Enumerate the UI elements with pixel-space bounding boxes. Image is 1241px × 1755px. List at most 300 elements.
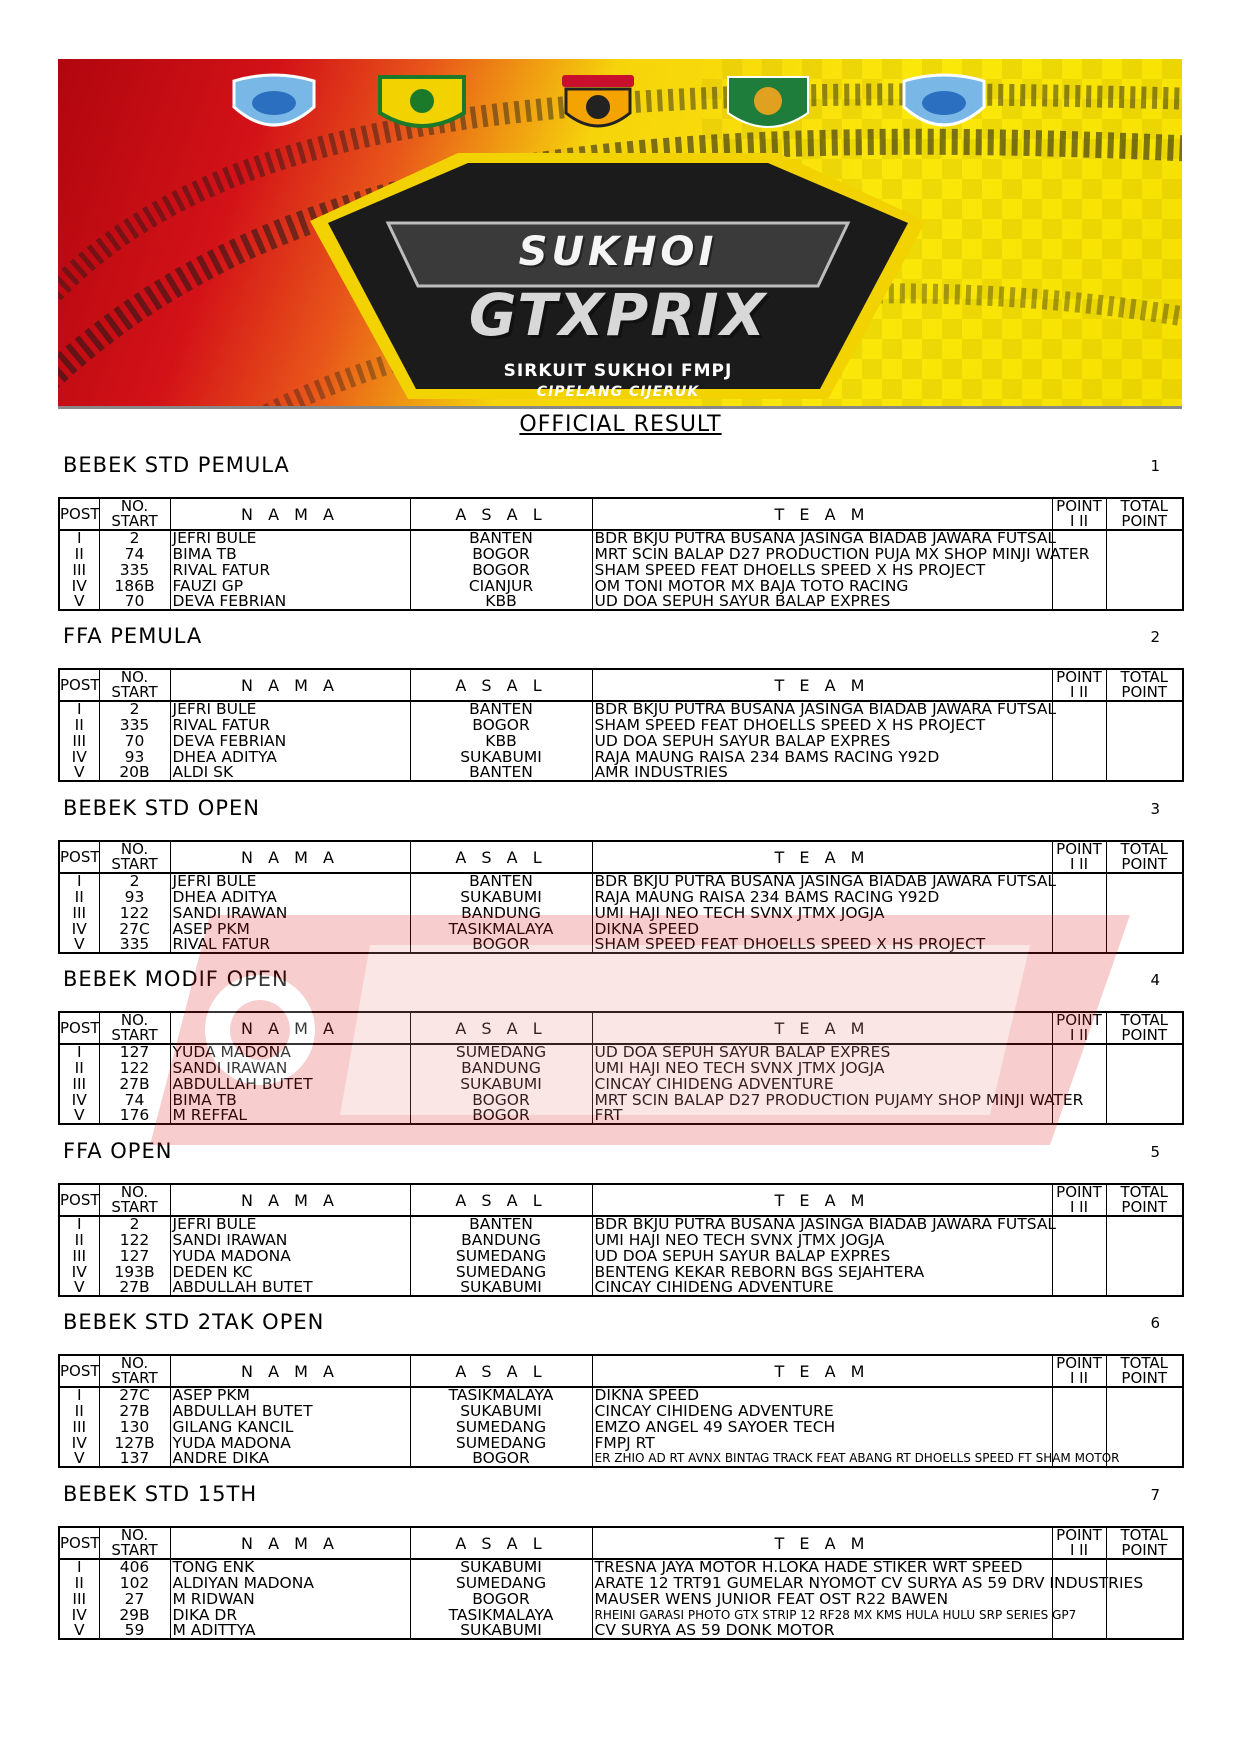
origin-cell: TASIKMALAYA: [410, 1607, 592, 1623]
point-cell: [1052, 594, 1106, 610]
origin-cell: SUKABUMI: [410, 1559, 592, 1575]
col-nama: N A M A: [170, 1355, 410, 1387]
event-emblem: [308, 151, 928, 401]
point-cell: [1052, 873, 1106, 889]
team-cell: BENTENG KEKAR REBORN BGS SEJAHTERA: [592, 1264, 1052, 1280]
table-row: [59, 889, 1183, 905]
table-header-row: [59, 669, 1183, 701]
table-row: [59, 1559, 1183, 1575]
event-title-line2: GTXPRIX: [468, 281, 768, 349]
position-cell: I: [59, 701, 99, 717]
start-number-cell: 27C: [99, 921, 170, 937]
col-asal: A S A L: [410, 841, 592, 873]
team-cell: MRT SCIN BALAP D27 PRODUCTION PUJAMY SHOP MINJI WATER: [592, 1092, 1052, 1108]
table-header-row: [59, 841, 1183, 873]
start-number-cell: 122: [99, 905, 170, 921]
point-cell: [1052, 765, 1106, 781]
start-number-cell: 27B: [99, 1280, 170, 1296]
point-cell: [1052, 578, 1106, 594]
position-cell: V: [59, 1108, 99, 1124]
position-cell: II: [59, 1060, 99, 1076]
table-row: [59, 1403, 1183, 1419]
col-point: POINT I II: [1052, 1184, 1106, 1216]
col-pos: POST: [59, 841, 99, 873]
position-cell: V: [59, 765, 99, 781]
team-cell: ER ZHIO AD RT AVNX BINTAG TRACK FEAT ABANG RT DHOELLS SPEED FT SHAM MOTOR: [592, 1451, 1052, 1467]
col-nama: N A M A: [170, 841, 410, 873]
col-team: T E A M: [592, 498, 1052, 530]
origin-cell: BOGOR: [410, 1591, 592, 1607]
position-cell: V: [59, 937, 99, 953]
col-nama: N A M A: [170, 1184, 410, 1216]
position-cell: III: [59, 905, 99, 921]
table-row: [59, 733, 1183, 749]
point-cell: [1052, 749, 1106, 765]
total-point-cell: [1106, 546, 1183, 562]
rider-name-cell: YUDA MADONA: [170, 1044, 410, 1060]
total-point-cell: [1106, 594, 1183, 610]
start-number-cell: 176: [99, 1108, 170, 1124]
total-point-cell: [1106, 1232, 1183, 1248]
total-point-cell: [1106, 1559, 1183, 1575]
origin-cell: BANDUNG: [410, 1232, 592, 1248]
rider-name-cell: M REFFAL: [170, 1108, 410, 1124]
total-point-cell: [1106, 1216, 1183, 1232]
origin-cell: BANTEN: [410, 701, 592, 717]
point-cell: [1052, 1248, 1106, 1264]
col-asal: A S A L: [410, 1527, 592, 1559]
rider-name-cell: DIKA DR: [170, 1607, 410, 1623]
position-cell: III: [59, 1248, 99, 1264]
team-cell: RHEINI GARASI PHOTO GTX STRIP 12 RF28 MX KMS HULA HULU SRP SERIES GP7: [592, 1607, 1052, 1623]
total-point-cell: [1106, 1248, 1183, 1264]
rider-name-cell: SANDI IRAWAN: [170, 905, 410, 921]
total-point-cell: [1106, 889, 1183, 905]
col-point: POINT I II: [1052, 669, 1106, 701]
class-title: BEBEK STD OPEN: [63, 796, 260, 820]
team-cell: SHAM SPEED FEAT DHOELLS SPEED X HS PROJECT: [592, 937, 1052, 953]
position-cell: IV: [59, 1092, 99, 1108]
result-table: [58, 1011, 1184, 1125]
start-number-cell: 102: [99, 1575, 170, 1591]
origin-cell: SUMEDANG: [410, 1575, 592, 1591]
position-cell: II: [59, 1232, 99, 1248]
origin-cell: BOGOR: [410, 937, 592, 953]
rider-name-cell: M RIDWAN: [170, 1591, 410, 1607]
col-nama: N A M A: [170, 498, 410, 530]
rider-name-cell: FAUZI GP: [170, 578, 410, 594]
team-cell: MRT SCIN BALAP D27 PRODUCTION PUJA MX SHOP MINJI WATER: [592, 546, 1052, 562]
col-total: TOTAL POINT: [1106, 498, 1183, 530]
col-start: NO. START: [99, 1184, 170, 1216]
position-cell: II: [59, 889, 99, 905]
class-number: 6: [1150, 1314, 1160, 1332]
origin-cell: SUKABUMI: [410, 889, 592, 905]
col-asal: A S A L: [410, 1012, 592, 1044]
point-cell: [1052, 701, 1106, 717]
start-number-cell: 70: [99, 594, 170, 610]
origin-cell: BANDUNG: [410, 905, 592, 921]
rider-name-cell: DEVA FEBRIAN: [170, 733, 410, 749]
origin-cell: BOGOR: [410, 717, 592, 733]
col-pos: POST: [59, 1355, 99, 1387]
rider-name-cell: BIMA TB: [170, 1092, 410, 1108]
position-cell: I: [59, 1559, 99, 1575]
position-cell: I: [59, 1044, 99, 1060]
team-cell: AMR INDUSTRIES: [592, 765, 1052, 781]
origin-cell: SUKABUMI: [410, 1280, 592, 1296]
point-cell: [1052, 717, 1106, 733]
team-cell: RAJA MAUNG RAISA 234 BAMS RACING Y92D: [592, 889, 1052, 905]
start-number-cell: 127: [99, 1248, 170, 1264]
start-number-cell: 406: [99, 1559, 170, 1575]
total-point-cell: [1106, 1623, 1183, 1639]
rider-name-cell: ALDIYAN MADONA: [170, 1575, 410, 1591]
start-number-cell: 93: [99, 889, 170, 905]
col-pos: POST: [59, 498, 99, 530]
col-pos: POST: [59, 1012, 99, 1044]
col-asal: A S A L: [410, 1355, 592, 1387]
table-row: [59, 1623, 1183, 1639]
event-banner: [58, 59, 1182, 409]
origin-cell: BANTEN: [410, 530, 592, 546]
col-pos: POST: [59, 669, 99, 701]
team-cell: FMPJ RT: [592, 1435, 1052, 1451]
total-point-cell: [1106, 1044, 1183, 1060]
point-cell: [1052, 1591, 1106, 1607]
origin-cell: BOGOR: [410, 546, 592, 562]
point-cell: [1052, 1435, 1106, 1451]
point-cell: [1052, 1076, 1106, 1092]
origin-cell: SUMEDANG: [410, 1248, 592, 1264]
col-start: NO. START: [99, 498, 170, 530]
total-point-cell: [1106, 1387, 1183, 1403]
total-point-cell: [1106, 1435, 1183, 1451]
team-cell: UMI HAJI NEO TECH SVNX JTMX JOGJA: [592, 1232, 1052, 1248]
start-number-cell: 2: [99, 1216, 170, 1232]
rider-name-cell: M ADITTYA: [170, 1623, 410, 1639]
rider-name-cell: ASEP PKM: [170, 1387, 410, 1403]
table-header-row: [59, 1527, 1183, 1559]
table-header-row: [59, 498, 1183, 530]
origin-cell: TASIKMALAYA: [410, 1387, 592, 1403]
class-number: 5: [1150, 1143, 1160, 1161]
col-point: POINT I II: [1052, 1527, 1106, 1559]
point-cell: [1052, 1232, 1106, 1248]
team-cell: FRT: [592, 1108, 1052, 1124]
col-total: TOTAL POINT: [1106, 841, 1183, 873]
col-nama: N A M A: [170, 1012, 410, 1044]
team-cell: DIKNA SPEED: [592, 921, 1052, 937]
point-cell: [1052, 1403, 1106, 1419]
rider-name-cell: ABDULLAH BUTET: [170, 1403, 410, 1419]
col-team: T E A M: [592, 1355, 1052, 1387]
start-number-cell: 2: [99, 701, 170, 717]
start-number-cell: 335: [99, 562, 170, 578]
start-number-cell: 335: [99, 717, 170, 733]
total-point-cell: [1106, 1076, 1183, 1092]
position-cell: III: [59, 562, 99, 578]
team-cell: BDR BKJU PUTRA BUSANA JASINGA BIADAB JAWARA FUTSAL: [592, 701, 1052, 717]
team-cell: CV SURYA AS 59 DONK MOTOR: [592, 1623, 1052, 1639]
start-number-cell: 130: [99, 1419, 170, 1435]
point-cell: [1052, 1108, 1106, 1124]
rider-name-cell: ALDI SK: [170, 765, 410, 781]
position-cell: IV: [59, 578, 99, 594]
table-header-row: [59, 1355, 1183, 1387]
position-cell: II: [59, 546, 99, 562]
origin-cell: TASIKMALAYA: [410, 921, 592, 937]
position-cell: II: [59, 1575, 99, 1591]
rider-name-cell: DEVA FEBRIAN: [170, 594, 410, 610]
total-point-cell: [1106, 1591, 1183, 1607]
class-title: BEBEK STD 15TH: [63, 1482, 258, 1506]
col-total: TOTAL POINT: [1106, 1355, 1183, 1387]
col-start: NO. START: [99, 1527, 170, 1559]
total-point-cell: [1106, 1092, 1183, 1108]
team-cell: ARATE 12 TRT91 GUMELAR NYOMOT CV SURYA AS 59 DRV INDUSTRIES: [592, 1575, 1052, 1591]
point-cell: [1052, 1044, 1106, 1060]
point-cell: [1052, 1419, 1106, 1435]
table-row: [59, 1248, 1183, 1264]
total-point-cell: [1106, 1060, 1183, 1076]
logo-row: [58, 73, 1182, 143]
table-row: [59, 1451, 1183, 1467]
point-cell: [1052, 1387, 1106, 1403]
team-cell: MAUSER WENS JUNIOR FEAT OST R22 BAWEN: [592, 1591, 1052, 1607]
position-cell: II: [59, 1403, 99, 1419]
position-cell: IV: [59, 1607, 99, 1623]
total-point-cell: [1106, 733, 1183, 749]
class-number: 4: [1150, 971, 1160, 989]
total-point-cell: [1106, 530, 1183, 546]
origin-cell: SUMEDANG: [410, 1419, 592, 1435]
col-pos: POST: [59, 1527, 99, 1559]
table-header-row: [59, 1184, 1183, 1216]
start-number-cell: 27: [99, 1591, 170, 1607]
class-number: 7: [1150, 1486, 1160, 1504]
origin-cell: BANDUNG: [410, 1060, 592, 1076]
start-number-cell: 59: [99, 1623, 170, 1639]
point-cell: [1052, 1060, 1106, 1076]
origin-cell: SUKABUMI: [410, 1623, 592, 1639]
total-point-cell: [1106, 1607, 1183, 1623]
venue-line1: SIRKUIT SUKHOI FMPJ: [503, 361, 733, 381]
team-cell: UD DOA SEPUH SAYUR BALAP EXPRES: [592, 733, 1052, 749]
col-total: TOTAL POINT: [1106, 1527, 1183, 1559]
col-nama: N A M A: [170, 669, 410, 701]
col-pos: POST: [59, 1184, 99, 1216]
rider-name-cell: JEFRI BULE: [170, 1216, 410, 1232]
start-number-cell: 122: [99, 1232, 170, 1248]
team-cell: BDR BKJU PUTRA BUSANA JASINGA BIADAB JAWARA FUTSAL: [592, 1216, 1052, 1232]
team-cell: TRESNA JAYA MOTOR H.LOKA HADE STIKER WRT SPEED: [592, 1559, 1052, 1575]
total-point-cell: [1106, 1403, 1183, 1419]
origin-cell: SUKABUMI: [410, 1076, 592, 1092]
table-row: [59, 1044, 1183, 1060]
team-cell: RAJA MAUNG RAISA 234 BAMS RACING Y92D: [592, 749, 1052, 765]
table-row: [59, 717, 1183, 733]
start-number-cell: 27B: [99, 1403, 170, 1419]
origin-cell: SUMEDANG: [410, 1044, 592, 1060]
start-number-cell: 74: [99, 1092, 170, 1108]
position-cell: IV: [59, 749, 99, 765]
table-header-row: [59, 1012, 1183, 1044]
team-cell: UD DOA SEPUH SAYUR BALAP EXPRES: [592, 1044, 1052, 1060]
team-cell: CINCAY CIHIDENG ADVENTURE: [592, 1076, 1052, 1092]
team-cell: UD DOA SEPUH SAYUR BALAP EXPRES: [592, 594, 1052, 610]
origin-cell: BOGOR: [410, 1092, 592, 1108]
team-cell: OM TONI MOTOR MX BAJA TOTO RACING: [592, 578, 1052, 594]
total-point-cell: [1106, 921, 1183, 937]
table-row: [59, 1419, 1183, 1435]
position-cell: I: [59, 1387, 99, 1403]
col-point: POINT I II: [1052, 1012, 1106, 1044]
team-cell: UMI HAJI NEO TECH SVNX JTMX JOGJA: [592, 1060, 1052, 1076]
table-row: [59, 1280, 1183, 1296]
col-start: NO. START: [99, 669, 170, 701]
rider-name-cell: DHEA ADITYA: [170, 889, 410, 905]
start-number-cell: 20B: [99, 765, 170, 781]
start-number-cell: 122: [99, 1060, 170, 1076]
table-row: [59, 530, 1183, 546]
position-cell: I: [59, 873, 99, 889]
table-row: [59, 1591, 1183, 1607]
start-number-cell: 93: [99, 749, 170, 765]
point-cell: [1052, 1623, 1106, 1639]
position-cell: V: [59, 1623, 99, 1639]
rider-name-cell: SANDI IRAWAN: [170, 1060, 410, 1076]
origin-cell: BOGOR: [410, 1108, 592, 1124]
class-number: 3: [1150, 800, 1160, 818]
rider-name-cell: JEFRI BULE: [170, 701, 410, 717]
start-number-cell: 193B: [99, 1264, 170, 1280]
position-cell: IV: [59, 1435, 99, 1451]
point-cell: [1052, 937, 1106, 953]
point-cell: [1052, 530, 1106, 546]
table-row: [59, 937, 1183, 953]
table-row: [59, 1387, 1183, 1403]
total-point-cell: [1106, 905, 1183, 921]
position-cell: IV: [59, 921, 99, 937]
start-number-cell: 2: [99, 530, 170, 546]
table-row: [59, 562, 1183, 578]
total-point-cell: [1106, 749, 1183, 765]
origin-cell: BANTEN: [410, 1216, 592, 1232]
origin-cell: SUKABUMI: [410, 1403, 592, 1419]
rider-name-cell: JEFRI BULE: [170, 530, 410, 546]
start-number-cell: 70: [99, 733, 170, 749]
origin-cell: CIANJUR: [410, 578, 592, 594]
col-team: T E A M: [592, 841, 1052, 873]
position-cell: V: [59, 1451, 99, 1467]
rider-name-cell: RIVAL FATUR: [170, 562, 410, 578]
result-table: [58, 1526, 1184, 1640]
position-cell: II: [59, 717, 99, 733]
bogor-regency-logo: [376, 73, 468, 139]
result-table: [58, 1354, 1184, 1468]
rider-name-cell: TONG ENK: [170, 1559, 410, 1575]
origin-cell: SUKABUMI: [410, 749, 592, 765]
table-row: [59, 1060, 1183, 1076]
position-cell: III: [59, 1591, 99, 1607]
point-cell: [1052, 921, 1106, 937]
rider-name-cell: DHEA ADITYA: [170, 749, 410, 765]
table-row: [59, 905, 1183, 921]
rider-name-cell: RIVAL FATUR: [170, 717, 410, 733]
total-point-cell: [1106, 1108, 1183, 1124]
table-row: [59, 1076, 1183, 1092]
col-start: NO. START: [99, 1355, 170, 1387]
rider-name-cell: YUDA MADONA: [170, 1435, 410, 1451]
start-number-cell: 27C: [99, 1387, 170, 1403]
police-jawa-barat-logo: [552, 73, 644, 139]
point-cell: [1052, 733, 1106, 749]
point-cell: [1052, 1559, 1106, 1575]
total-point-cell: [1106, 717, 1183, 733]
col-point: POINT I II: [1052, 1355, 1106, 1387]
origin-cell: BANTEN: [410, 765, 592, 781]
team-cell: BDR BKJU PUTRA BUSANA JASINGA BIADAB JAWARA FUTSAL: [592, 873, 1052, 889]
start-number-cell: 27B: [99, 1076, 170, 1092]
point-cell: [1052, 905, 1106, 921]
total-point-cell: [1106, 1280, 1183, 1296]
total-point-cell: [1106, 937, 1183, 953]
col-start: NO. START: [99, 841, 170, 873]
event-title-line1: SUKHOI: [518, 229, 718, 275]
col-total: TOTAL POINT: [1106, 1184, 1183, 1216]
position-cell: IV: [59, 1264, 99, 1280]
rider-name-cell: BIMA TB: [170, 546, 410, 562]
class-title: FFA OPEN: [63, 1139, 173, 1163]
col-start: NO. START: [99, 1012, 170, 1044]
origin-cell: SUMEDANG: [410, 1435, 592, 1451]
class-number: 1: [1150, 457, 1160, 475]
class-title: FFA PEMULA: [63, 624, 203, 648]
table-row: [59, 1575, 1183, 1591]
total-point-cell: [1106, 562, 1183, 578]
jabar-logo-right: [898, 73, 990, 139]
total-point-cell: [1106, 765, 1183, 781]
total-point-cell: [1106, 1264, 1183, 1280]
col-team: T E A M: [592, 1184, 1052, 1216]
class-title: BEBEK MODIF OPEN: [63, 967, 289, 991]
rider-name-cell: JEFRI BULE: [170, 873, 410, 889]
position-cell: I: [59, 1216, 99, 1232]
result-table: [58, 1183, 1184, 1297]
result-table: [58, 497, 1184, 611]
table-row: [59, 701, 1183, 717]
rider-name-cell: DEDEN KC: [170, 1264, 410, 1280]
origin-cell: BOGOR: [410, 562, 592, 578]
col-point: POINT I II: [1052, 841, 1106, 873]
result-table: [58, 840, 1184, 954]
start-number-cell: 29B: [99, 1607, 170, 1623]
rider-name-cell: YUDA MADONA: [170, 1248, 410, 1264]
total-point-cell: [1106, 701, 1183, 717]
col-team: T E A M: [592, 1012, 1052, 1044]
col-team: T E A M: [592, 669, 1052, 701]
start-number-cell: 2: [99, 873, 170, 889]
rider-name-cell: GILANG KANCIL: [170, 1419, 410, 1435]
rider-name-cell: ASEP PKM: [170, 921, 410, 937]
position-cell: III: [59, 733, 99, 749]
start-number-cell: 335: [99, 937, 170, 953]
position-cell: I: [59, 530, 99, 546]
point-cell: [1052, 1216, 1106, 1232]
total-point-cell: [1106, 578, 1183, 594]
origin-cell: SUMEDANG: [410, 1264, 592, 1280]
